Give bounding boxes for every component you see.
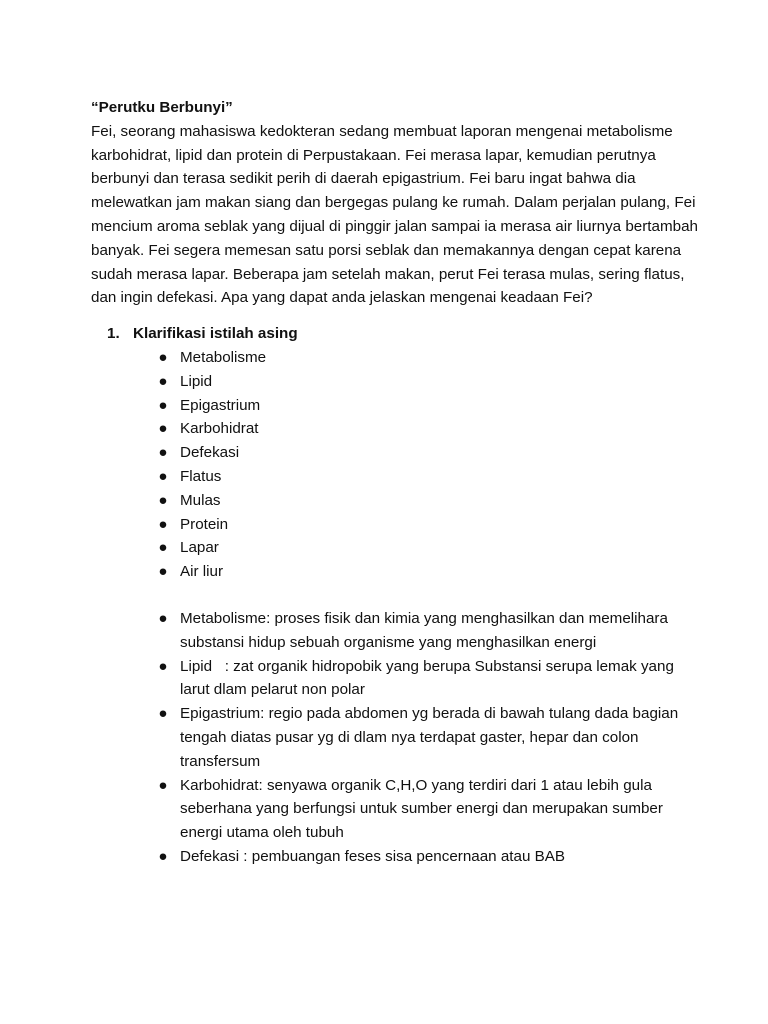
bullet-icon: ● bbox=[158, 539, 168, 557]
term-item bbox=[91, 417, 708, 441]
term-item bbox=[91, 370, 708, 394]
section-number: 1. bbox=[107, 325, 120, 343]
section-heading-text: Klarifikasi istilah asing bbox=[133, 325, 298, 343]
term-text: Air liur bbox=[180, 563, 224, 581]
term-text: Epigastrium bbox=[180, 396, 261, 414]
bullet-icon: ● bbox=[158, 420, 168, 438]
bullet-icon: ● bbox=[158, 515, 168, 533]
bullet-icon: ● bbox=[158, 609, 168, 627]
term-text: Lapar bbox=[180, 539, 219, 557]
bullet-icon: ● bbox=[158, 776, 168, 794]
term-text: Mulas bbox=[180, 491, 221, 509]
section-heading bbox=[91, 322, 708, 346]
term-text: Flatus bbox=[180, 467, 222, 485]
term-text: Defekasi bbox=[180, 444, 240, 462]
bullet-icon: ● bbox=[158, 444, 168, 462]
term-item bbox=[91, 394, 708, 418]
bullet-icon: ● bbox=[158, 705, 168, 723]
definition-item bbox=[91, 774, 708, 845]
bullet-icon: ● bbox=[158, 348, 168, 366]
term-item bbox=[91, 536, 708, 560]
definition-item bbox=[91, 607, 708, 655]
term-item bbox=[91, 560, 708, 584]
bullet-icon: ● bbox=[158, 372, 168, 390]
definition-item bbox=[91, 702, 708, 773]
term-item bbox=[91, 489, 708, 513]
definition-text: Karbohidrat: senyawa organik C,H,O yang terdiri dari 1 atau lebih gula seberhana yang berfungsi untuk sumber energi dan merupakan sumber energi utama oleh tubuh bbox=[180, 776, 663, 842]
term-item bbox=[91, 465, 708, 489]
bullet-icon: ● bbox=[158, 847, 168, 865]
definition-text: Epigastrium: regio pada abdomen yg berada di bawah tulang dada bagian tengah diatas pusar yg di dlam nya terdapat gaster, hepar dan colon transfersum bbox=[180, 705, 679, 770]
section-klarifikasi bbox=[91, 322, 708, 869]
bullet-icon: ● bbox=[158, 491, 168, 509]
term-text: Protein bbox=[180, 515, 229, 533]
term-item bbox=[91, 513, 708, 537]
term-text: Metabolisme bbox=[180, 348, 267, 366]
term-item bbox=[91, 441, 708, 465]
term-text: Karbohidrat bbox=[180, 420, 259, 438]
intro-paragraph: Fei, seorang mahasiswa kedokteran sedang membuat laporan mengenai metabolisme karbohidrat, lipid dan protein di Perpustakaan. Fei merasa lapar, kemudian perutnya berbunyi dan terasa sedikit perih di daerah epigastrium. Fei baru ingat bahwa dia melewatkan jam makan siang dan bergegas pulang ke rumah. Dalam perjalan pulang, Fei mencium aroma seblak yang dijual di pinggir jalan sampai ia merasa air liurnya bertambah banyak. Fei segera memesan satu porsi seblak dan memakannya dengan cepat karena sudah merasa lapar. Beberapa jam setelah makan, perut Fei terasa mulas, sering flatus, dan ingin defekasi. Apa yang dapat anda jelaskan mengenai keadaan Fei? bbox=[91, 122, 698, 307]
definition-text: Metabolisme: proses fisik dan kimia yang menghasilkan dan memelihara substansi hidup sebuah organisme yang menghasilkan energi bbox=[180, 609, 668, 651]
definitions-list bbox=[91, 607, 708, 869]
definition-item bbox=[91, 845, 708, 869]
definition-text: Lipid : zat organik hidropobik yang berupa Substansi serupa lemak yang larut dlam pelarut non polar bbox=[180, 657, 683, 699]
terms-list bbox=[91, 346, 708, 584]
term-text: Lipid bbox=[180, 372, 213, 390]
bullet-icon: ● bbox=[158, 467, 168, 485]
bullet-icon: ● bbox=[158, 657, 168, 675]
definition-item bbox=[91, 655, 708, 703]
term-item bbox=[91, 346, 708, 370]
definition-text: Defekasi : pembuangan feses sisa pencernaan atau BAB bbox=[180, 847, 565, 865]
document-title: “Perutku Berbunyi” bbox=[91, 99, 233, 116]
bullet-icon: ● bbox=[158, 396, 168, 414]
bullet-icon: ● bbox=[158, 563, 168, 581]
